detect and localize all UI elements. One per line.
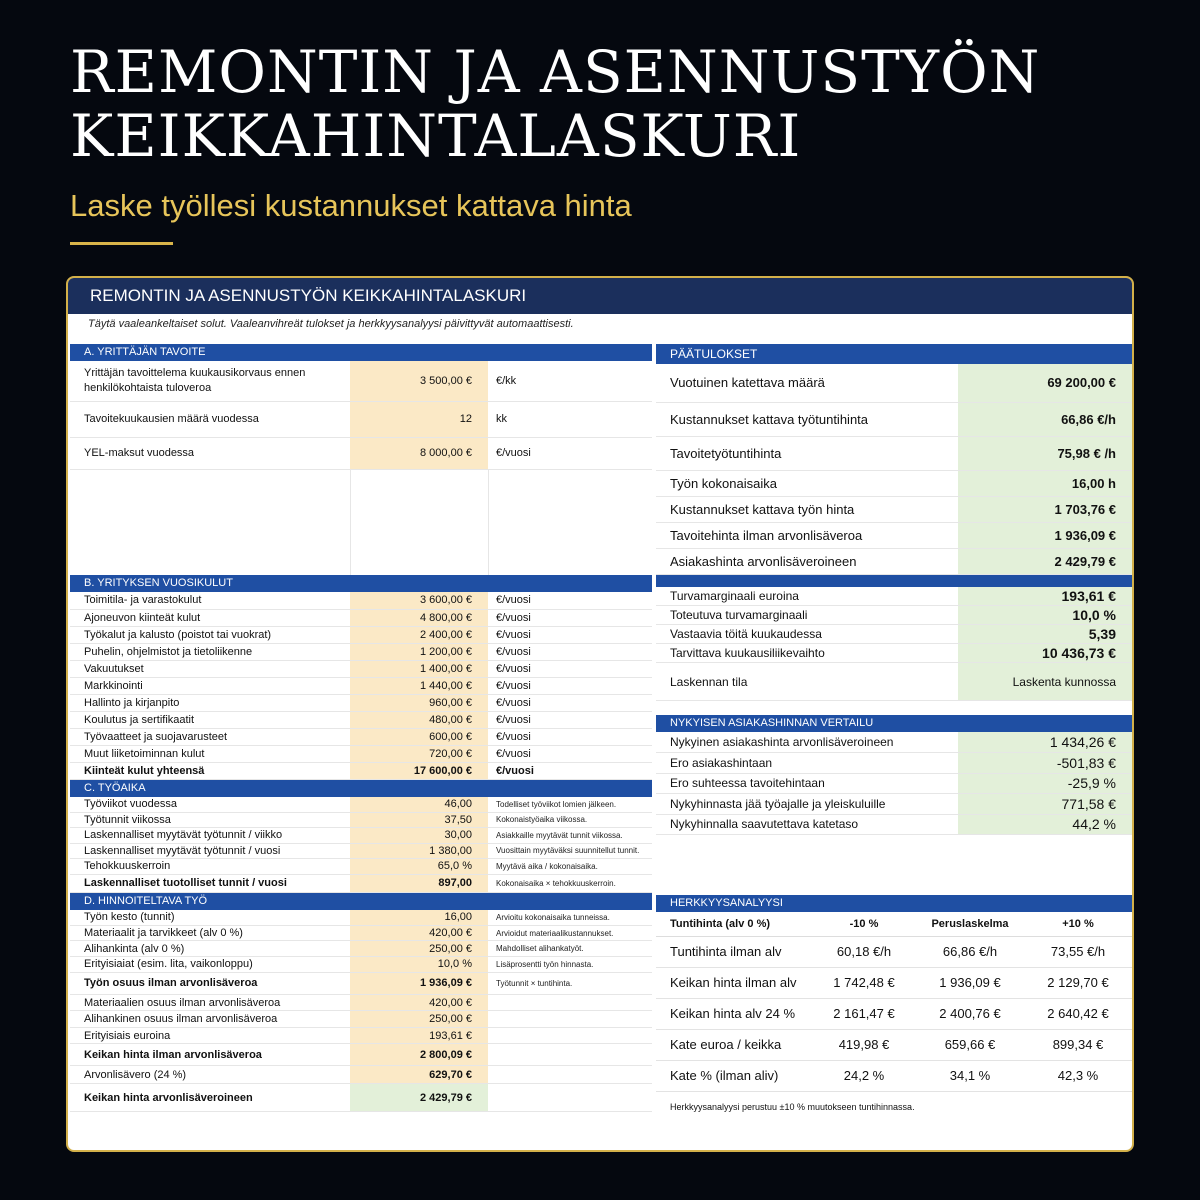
row-label: Puhelin, ohjelmistot ja tietoliikenne xyxy=(70,643,350,660)
result-label: Kustannukset kattava työn hinta xyxy=(656,496,958,522)
table-row xyxy=(70,677,652,694)
sensitivity-value: 2 400,76 € xyxy=(916,998,1024,1029)
status-value: Laskenta kunnossa xyxy=(958,663,1132,701)
sensitivity-value: 419,98 € xyxy=(812,1029,916,1060)
vat-value: 629,70 € xyxy=(350,1066,488,1084)
result-value: 2 429,79 € xyxy=(958,548,1132,574)
table-row xyxy=(70,1011,652,1028)
unit-cell: €/vuosi xyxy=(488,643,652,660)
compare-value: 771,58 € xyxy=(958,794,1132,815)
table-row xyxy=(70,1044,652,1066)
input-cell[interactable]: 720,00 € xyxy=(350,745,488,762)
result-value: 1 936,09 € xyxy=(958,522,1132,548)
table-row xyxy=(70,1084,652,1112)
sensitivity-label: Kate % (ilman aliv) xyxy=(656,1060,812,1091)
row-label: Yrittäjän tavoittelema kuukausikorvaus ennen henkilökohtaista tuloveroa xyxy=(70,361,350,401)
result-label: Kustannukset kattava työtuntihinta xyxy=(656,402,958,436)
table-row xyxy=(70,694,652,711)
results-table xyxy=(656,364,1132,575)
table-row xyxy=(656,364,1132,402)
unit-cell: €/vuosi xyxy=(488,677,652,694)
result-label: Tavoitetyötuntihinta xyxy=(656,436,958,470)
unit-cell: €/vuosi xyxy=(488,592,652,609)
hero-title-line2: KEIKKAHINTALASKURI xyxy=(70,102,802,170)
result-label: Turvamarginaali euroina xyxy=(656,587,958,606)
result-value: 66,86 €/h xyxy=(958,402,1132,436)
table-row xyxy=(70,762,652,779)
input-cell[interactable]: 1 380,00 xyxy=(350,843,488,859)
table-row xyxy=(70,828,652,844)
value-cell: 420,00 € xyxy=(350,994,488,1011)
table-row xyxy=(70,1066,652,1084)
note-cell: Mahdolliset alihankatyöt. xyxy=(488,941,652,957)
total-value: 897,00 xyxy=(350,874,488,892)
row-label: Työn kesto (tunnit) xyxy=(70,910,350,926)
empty-row xyxy=(70,469,652,575)
sensitivity-table xyxy=(656,912,1132,1092)
unit-cell: €/vuosi xyxy=(488,626,652,643)
left-column xyxy=(70,344,652,1112)
note-cell: Arvioitu kokonaisaika tunneissa. xyxy=(488,910,652,926)
row-label: Ajoneuvon kiinteät kulut xyxy=(70,609,350,626)
compare-value: -501,83 € xyxy=(958,753,1132,774)
section-d-header: D. HINNOITELTAVA TYÖ xyxy=(70,893,652,910)
row-label: Materiaalit ja tarvikkeet (alv 0 %) xyxy=(70,925,350,941)
empty-cell xyxy=(488,994,652,1011)
result-label: Tavoitehinta ilman arvonlisäveroa xyxy=(656,522,958,548)
sensitivity-value: 2 129,70 € xyxy=(1024,967,1132,998)
sensitivity-label: Tuntihinta ilman alv xyxy=(656,936,812,967)
section-b-header: B. YRITYKSEN VUOSIKULUT xyxy=(70,575,652,592)
table-row xyxy=(656,663,1132,701)
input-cell[interactable]: 480,00 € xyxy=(350,711,488,728)
sensitivity-header: HERKKYYSANALYYSI xyxy=(656,895,1132,912)
note-cell: Kokonaistyöaika viikossa. xyxy=(488,812,652,828)
result-label: Työn kokonaisaika xyxy=(656,470,958,496)
compare-label: Nykyinen asiakashinta arvonlisäveroineen xyxy=(656,732,958,753)
table-row xyxy=(70,925,652,941)
sensitivity-row xyxy=(656,998,1132,1029)
row-label: Muut liiketoiminnan kulut xyxy=(70,745,350,762)
sensitivity-value: 60,18 €/h xyxy=(812,936,916,967)
gross-price-value: 2 429,79 € xyxy=(350,1084,488,1112)
input-cell[interactable]: 600,00 € xyxy=(350,728,488,745)
input-cell[interactable]: 250,00 € xyxy=(350,941,488,957)
table-row xyxy=(656,436,1132,470)
input-cell[interactable]: 37,50 xyxy=(350,812,488,828)
sensitivity-row xyxy=(656,1060,1132,1091)
input-cell[interactable]: 3 500,00 € xyxy=(350,361,488,401)
compare-label: Ero suhteessa tavoitehintaan xyxy=(656,773,958,794)
sensitivity-col-header: -10 % xyxy=(812,912,916,936)
note-cell: Vuosittain myytäväksi suunnitellut tunnit. xyxy=(488,843,652,859)
input-cell[interactable]: 960,00 € xyxy=(350,694,488,711)
result-label: Tarvittava kuukausiliikevaihto xyxy=(656,644,958,663)
row-label: Tehokkuuskerroin xyxy=(70,859,350,875)
result-label: Vastaavia töitä kuukaudessa xyxy=(656,625,958,644)
table-row xyxy=(656,625,1132,644)
compare-value: 1 434,26 € xyxy=(958,732,1132,753)
row-label: Laskennalliset myytävät työtunnit / viikko xyxy=(70,828,350,844)
sensitivity-note: Herkkyysanalyysi perustuu ±10 % muutokseen tuntihinnassa. xyxy=(670,1101,915,1112)
input-cell[interactable]: 8 000,00 € xyxy=(350,437,488,469)
section-a-header: A. YRITTÄJÄN TAVOITE xyxy=(70,344,652,361)
compare-label: Nykyhinnalla saavutettava katetaso xyxy=(656,814,958,835)
section-c-header: C. TYÖAIKA xyxy=(70,780,652,797)
compare-table xyxy=(656,732,1132,835)
vat-label: Arvonlisävero (24 %) xyxy=(70,1066,350,1084)
result-value: 1 703,76 € xyxy=(958,496,1132,522)
table-row xyxy=(656,587,1132,606)
unit-cell: €/vuosi xyxy=(488,609,652,626)
compare-label: Nykyhinnasta jää työajalle ja yleiskuluille xyxy=(656,794,958,815)
sensitivity-value: 66,86 €/h xyxy=(916,936,1024,967)
unit-cell: €/vuosi xyxy=(488,745,652,762)
value-cell: 193,61 € xyxy=(350,1027,488,1044)
table-row xyxy=(70,957,652,973)
note-cell: Arvioidut materiaalikustannukset. xyxy=(488,925,652,941)
row-label: Alihankinta (alv 0 %) xyxy=(70,941,350,957)
gross-price-label: Keikan hinta arvonlisäveroineen xyxy=(70,1084,350,1112)
compare-label: Ero asiakashintaan xyxy=(656,753,958,774)
sensitivity-label: Keikan hinta ilman alv xyxy=(656,967,812,998)
results-header: PÄÄTULOKSET xyxy=(656,344,1132,364)
hero-underline xyxy=(70,242,173,245)
table-row xyxy=(70,745,652,762)
sensitivity-value: 2 640,42 € xyxy=(1024,998,1132,1029)
input-cell[interactable]: 10,0 % xyxy=(350,957,488,973)
compare-value: 44,2 % xyxy=(958,814,1132,835)
result-value: 5,39 xyxy=(958,625,1132,644)
sensitivity-col-header: Peruslaskelma xyxy=(916,912,1024,936)
sensitivity-value: 42,3 % xyxy=(1024,1060,1132,1091)
net-price-label: Keikan hinta ilman arvonlisäveroa xyxy=(70,1044,350,1066)
row-label: Vakuutukset xyxy=(70,660,350,677)
sensitivity-value: 24,2 % xyxy=(812,1060,916,1091)
row-label: Työtunnit viikossa xyxy=(70,812,350,828)
table-row xyxy=(70,626,652,643)
row-label: Erityisiais euroina xyxy=(70,1027,350,1044)
row-label: Koulutus ja sertifikaatit xyxy=(70,711,350,728)
result-value: 69 200,00 € xyxy=(958,364,1132,402)
input-cell[interactable]: 16,00 xyxy=(350,910,488,926)
sensitivity-label: Kate euroa / keikka xyxy=(656,1029,812,1060)
table-row xyxy=(70,728,652,745)
row-label: Toimitila- ja varastokulut xyxy=(70,592,350,609)
sensitivity-value: 659,66 € xyxy=(916,1029,1024,1060)
result-value: 193,61 € xyxy=(958,587,1132,606)
empty-cell xyxy=(488,1027,652,1044)
table-row xyxy=(70,874,652,892)
total-value: 17 600,00 € xyxy=(350,762,488,779)
unit-cell: €/vuosi xyxy=(488,762,652,779)
input-cell[interactable]: 30,00 xyxy=(350,828,488,844)
table-row xyxy=(656,548,1132,574)
hero-title xyxy=(70,40,1150,168)
note-cell: Lisäprosentti työn hinnasta. xyxy=(488,957,652,973)
result-value: 75,98 € /h xyxy=(958,436,1132,470)
empty-cell xyxy=(488,1066,652,1084)
table-row xyxy=(656,496,1132,522)
result-label: Vuotuinen katettava määrä xyxy=(656,364,958,402)
row-label: Laskennalliset myytävät työtunnit / vuosi xyxy=(70,843,350,859)
table-row xyxy=(70,972,652,994)
result-value: 10,0 % xyxy=(958,606,1132,625)
input-cell[interactable]: 1 440,00 € xyxy=(350,677,488,694)
compare-header: NYKYISEN ASIAKASHINNAN VERTAILU xyxy=(656,715,1132,732)
note-cell: Asiakkaille myytävät tunnit viikossa. xyxy=(488,828,652,844)
unit-cell: €/vuosi xyxy=(488,660,652,677)
empty-cell xyxy=(488,1084,652,1112)
table-row xyxy=(70,910,652,926)
row-label: Hallinto ja kirjanpito xyxy=(70,694,350,711)
sensitivity-value: 1 742,48 € xyxy=(812,967,916,998)
row-label: Materiaalien osuus ilman arvonlisäveroa xyxy=(70,994,350,1011)
table-row xyxy=(70,643,652,660)
labor-value: 1 936,09 € xyxy=(350,972,488,994)
table-row xyxy=(656,814,1132,835)
note-cell: Työtunnit × tuntihinta. xyxy=(488,972,652,994)
sensitivity-label: Keikan hinta alv 24 % xyxy=(656,998,812,1029)
table-row xyxy=(70,660,652,677)
table-row xyxy=(70,797,652,813)
sensitivity-value: 73,55 €/h xyxy=(1024,936,1132,967)
calculator-sheet xyxy=(66,276,1134,1152)
input-cell[interactable]: 1 200,00 € xyxy=(350,643,488,660)
labor-label: Työn osuus ilman arvonlisäveroa xyxy=(70,972,350,994)
unit-cell: kk xyxy=(488,401,652,437)
note-cell: Kokonaisaika × tehokkuuskerroin. xyxy=(488,874,652,892)
unit-cell: €/kk xyxy=(488,361,652,401)
row-label: Työviikot vuodessa xyxy=(70,797,350,813)
sensitivity-col-header: Tuntihinta (alv 0 %) xyxy=(656,912,812,936)
table-row xyxy=(70,437,652,469)
sheet-hint: Täytä vaaleankeltaiset solut. Vaaleanvihreät tulokset ja herkkyysanalyysi päivittyvät automaattisesti. xyxy=(88,318,574,330)
sensitivity-value: 1 936,09 € xyxy=(916,967,1024,998)
row-label: Markkinointi xyxy=(70,677,350,694)
hero-subtitle: Laske työllesi kustannukset kattava hinta xyxy=(70,188,632,223)
table-row xyxy=(70,609,652,626)
status-label: Laskennan tila xyxy=(656,663,958,701)
result-value: 16,00 h xyxy=(958,470,1132,496)
section-b-table xyxy=(70,592,652,780)
right-column xyxy=(656,344,1132,1112)
row-label: Tavoitekuukausien määrä vuodessa xyxy=(70,401,350,437)
sensitivity-head-row xyxy=(656,912,1132,936)
table-row xyxy=(70,941,652,957)
empty-cell xyxy=(488,1044,652,1066)
table-row xyxy=(656,753,1132,774)
sensitivity-row xyxy=(656,967,1132,998)
empty-cell xyxy=(488,1011,652,1028)
table-row xyxy=(656,470,1132,496)
net-price-value: 2 800,09 € xyxy=(350,1044,488,1066)
table-row xyxy=(70,711,652,728)
table-row xyxy=(70,994,652,1011)
input-cell[interactable]: 1 400,00 € xyxy=(350,660,488,677)
sensitivity-col-header: +10 % xyxy=(1024,912,1132,936)
results-divider xyxy=(656,575,1132,587)
input-cell[interactable]: 46,00 xyxy=(350,797,488,813)
input-cell[interactable]: 2 400,00 € xyxy=(350,626,488,643)
total-label: Laskennalliset tuotolliset tunnit / vuosi xyxy=(70,874,350,892)
unit-cell: €/vuosi xyxy=(488,711,652,728)
section-d-table xyxy=(70,910,652,1113)
compare-value: -25,9 % xyxy=(958,773,1132,794)
total-label: Kiinteät kulut yhteensä xyxy=(70,762,350,779)
input-cell[interactable]: 3 600,00 € xyxy=(350,592,488,609)
input-cell[interactable]: 4 800,00 € xyxy=(350,609,488,626)
note-cell: Myytävä aika / kokonaisaika. xyxy=(488,859,652,875)
row-label: Erityisiaiat (esim. lita, vaikonloppu) xyxy=(70,957,350,973)
input-cell[interactable]: 12 xyxy=(350,401,488,437)
row-label: YEL-maksut vuodessa xyxy=(70,437,350,469)
result-label: Asiakashinta arvonlisäveroineen xyxy=(656,548,958,574)
sensitivity-row xyxy=(656,1029,1132,1060)
table-row xyxy=(656,794,1132,815)
section-a-table xyxy=(70,361,652,575)
table-row xyxy=(656,606,1132,625)
sensitivity-value: 34,1 % xyxy=(916,1060,1024,1091)
sensitivity-value: 899,34 € xyxy=(1024,1029,1132,1060)
results-table-2 xyxy=(656,587,1132,702)
table-row xyxy=(656,773,1132,794)
value-cell: 250,00 € xyxy=(350,1011,488,1028)
table-row xyxy=(70,843,652,859)
note-cell: Todelliset työviikot lomien jälkeen. xyxy=(488,797,652,813)
hero-title-line1: REMONTIN JA ASENNUSTYÖN xyxy=(70,38,1041,106)
input-cell[interactable]: 65,0 % xyxy=(350,859,488,875)
sensitivity-row xyxy=(656,936,1132,967)
table-row xyxy=(656,522,1132,548)
row-label: Työkalut ja kalusto (poistot tai vuokrat) xyxy=(70,626,350,643)
unit-cell: €/vuosi xyxy=(488,728,652,745)
table-row xyxy=(70,592,652,609)
row-label: Alihankinen osuus ilman arvonlisäveroa xyxy=(70,1011,350,1028)
table-row xyxy=(70,1027,652,1044)
result-label: Toteutuva turvamarginaali xyxy=(656,606,958,625)
table-row xyxy=(70,401,652,437)
unit-cell: €/vuosi xyxy=(488,694,652,711)
table-row xyxy=(70,812,652,828)
sensitivity-value: 2 161,47 € xyxy=(812,998,916,1029)
input-cell[interactable]: 420,00 € xyxy=(350,925,488,941)
table-row xyxy=(70,859,652,875)
unit-cell: €/vuosi xyxy=(488,437,652,469)
table-row xyxy=(656,732,1132,753)
table-row xyxy=(70,361,652,401)
sheet-title: REMONTIN JA ASENNUSTYÖN KEIKKAHINTALASKURI xyxy=(68,278,1132,314)
table-row xyxy=(656,402,1132,436)
table-row xyxy=(656,644,1132,663)
row-label: Työvaatteet ja suojavarusteet xyxy=(70,728,350,745)
section-c-table xyxy=(70,797,652,893)
result-value: 10 436,73 € xyxy=(958,644,1132,663)
